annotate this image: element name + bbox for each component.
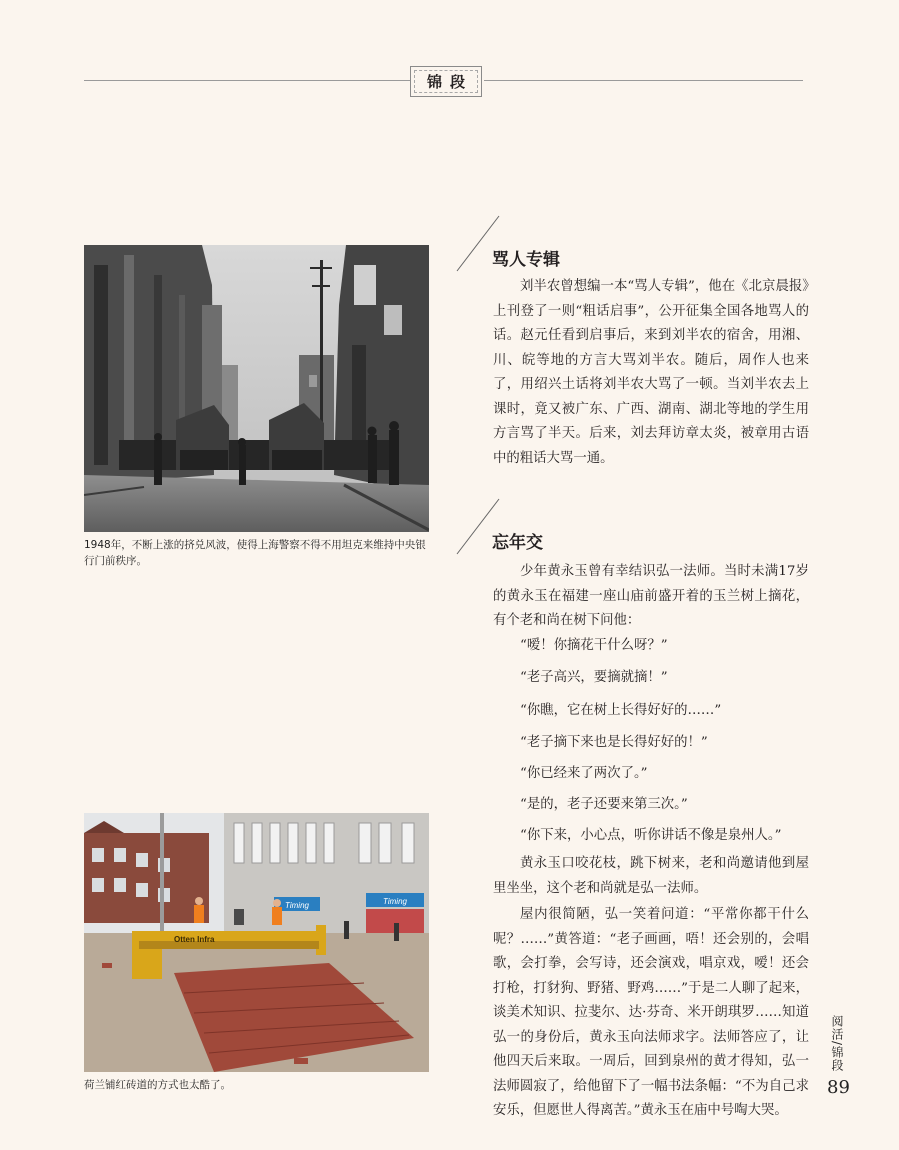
section2-paragraph-2: 黄永玉口咬花枝，跳下树来，老和尚邀请他到屋里坐坐，这个老和尚就是弘一法师。: [493, 856, 809, 896]
photo-shanghai-caption: 1948年，不断上涨的挤兑风波，使得上海警察不得不用坦克来维持中央银行门前秩序。: [84, 539, 426, 567]
header-rule-left: [84, 80, 410, 81]
section-header-title: 锦段: [426, 73, 473, 91]
photo-shanghai-tanks: [84, 245, 429, 532]
dialogue-line: “你瞧，它在树上长得好好的……”: [520, 703, 722, 718]
shop-sign-left: Timing: [285, 901, 309, 910]
dialogue-line: “你已经来了两次了。”: [520, 766, 648, 781]
column-label: 阅活/锦段: [830, 1015, 844, 1073]
dialogue-line: “嗳！你摘花干什么呀？”: [520, 638, 668, 653]
dialogue-line: “是的，老子还要来第三次。”: [520, 797, 688, 812]
section2-paragraph-3: 屋内很简陋，弘一笑着问道：“平常你都干什么呢？……”黄答道：“老子画画，唔！还会别的，会唱歌，会打拳，会写诗，还会演戏，唱京戏，嗳！还会打枪，打豺狗、野猪、野鸡……”于是二人聊了起来，谈美术知识、拉斐尔、达·芬奇、米开朗琪罗……知道弘一的身份后，黄永玉向法师求字。法师答应了，让他四天后来取。一周后，回到泉州的黄才得知，弘一法师圆寂了，给他留下了一幅书法条幅：“不为自己求安乐，但愿世人得离苦。”黄永玉在庙中号啕大哭。: [493, 907, 809, 1118]
section1-title: 骂人专辑: [492, 250, 560, 270]
page-number: 89: [827, 1077, 850, 1098]
header-rule-right: [484, 80, 803, 81]
section1-paragraph: 刘半农曾想编一本“骂人专辑”，他在《北京晨报》上刊登了一则“粗话启事”，公开征集全国各地骂人的话。赵元任看到启事后，来到刘半农的宿舍，用湘、川、皖等地的方言大骂刘半农。随后，周作人也来了，用绍兴土话将刘半农大骂了一顿。当刘半农去上课时，竟又被广东、广西、湖南、湖北等地的学生用方言骂了半天。后来，刘去拜访章太炎，被章用古语中的粗话大骂一通。: [493, 279, 809, 466]
section2-intro: 少年黄永玉曾有幸结识弘一法师。当时未满17岁的黄永玉在福建一座山庙前盛开着的玉兰树上摘花，有个老和尚在树下问他：: [493, 564, 809, 628]
section-header-box: [410, 66, 482, 97]
dialogue-line: “老子摘下来也是长得好好的！”: [520, 735, 708, 750]
photo-brick-caption: 荷兰铺红砖道的方式也太酷了。: [84, 1079, 231, 1091]
section2-title: 忘年交: [492, 533, 543, 553]
shop-sign-right: Timing: [383, 897, 407, 906]
machine-brand-text: Otten Infra: [174, 935, 215, 944]
dialogue-line: “你下来，小心点，听你讲话不像是泉州人。”: [520, 828, 782, 843]
photo-brick-machine: [84, 813, 429, 1072]
dialogue-line: “老子高兴，要摘就摘！”: [520, 670, 668, 685]
